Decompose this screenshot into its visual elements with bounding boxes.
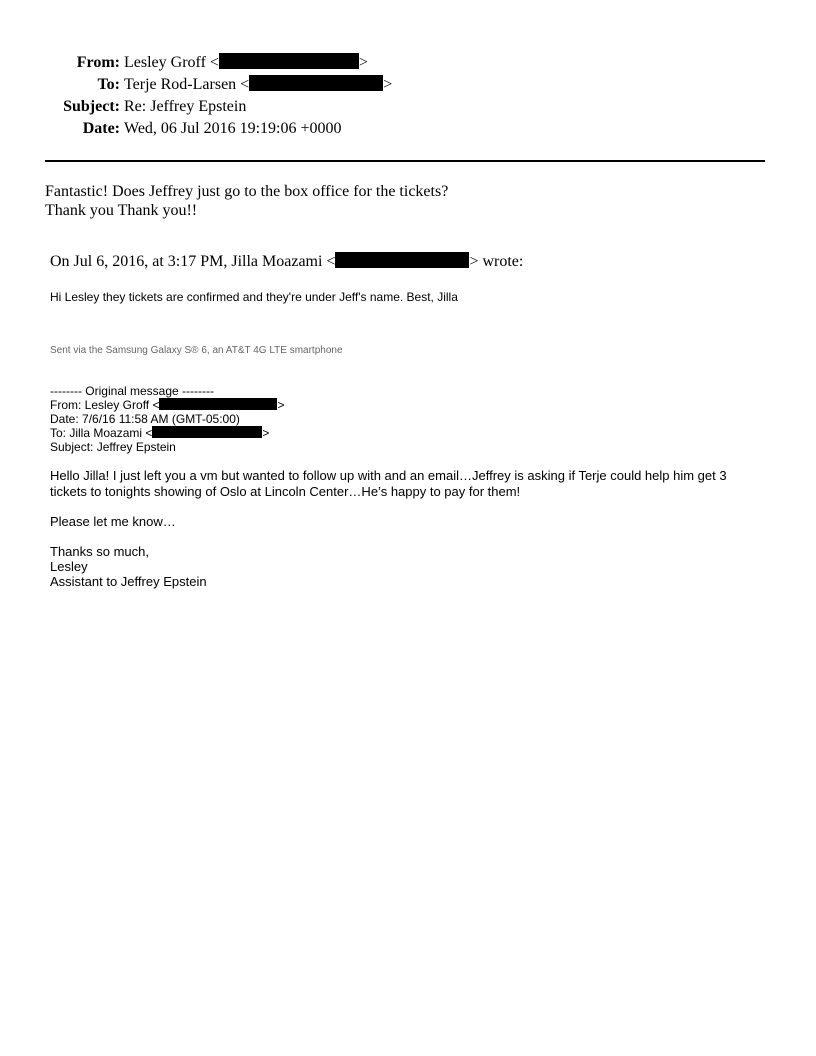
header-to-row bbox=[0, 74, 392, 96]
date-label: Date: bbox=[82, 120, 120, 137]
original-to-row bbox=[50, 426, 269, 440]
subject-value: Re: Jeffrey Epstein bbox=[124, 98, 247, 115]
original-signoff-name: Lesley bbox=[50, 559, 88, 574]
reply-line-2: Thank you Thank you!! bbox=[45, 202, 198, 219]
original-date: Date: 7/6/16 11:58 AM (GMT-05:00) bbox=[50, 412, 240, 426]
from-value: Lesley Groff < bbox=[124, 54, 219, 71]
original-subject: Subject: Jeffrey Epstein bbox=[50, 440, 176, 454]
redaction-block bbox=[152, 426, 262, 438]
from-close: > bbox=[358, 54, 368, 71]
original-to: To: Jilla Moazami < bbox=[50, 426, 153, 440]
original-divider: -------- Original message -------- bbox=[50, 384, 214, 398]
quoted-signature: Sent via the Samsung Galaxy S® 6, an AT&T 4G LTE smartphone bbox=[50, 345, 343, 356]
attribution-post: > wrote: bbox=[469, 253, 524, 270]
original-please: Please let me know… bbox=[50, 514, 176, 529]
original-from-close: > bbox=[277, 398, 285, 412]
original-body-line-2: tickets to tonights showing of Oslo at Lincoln Center…He’s happy to pay for them! bbox=[50, 484, 521, 499]
header-subject-row bbox=[0, 96, 246, 118]
original-to-close: > bbox=[262, 426, 270, 440]
from-label: From: bbox=[76, 54, 120, 71]
original-from: From: Lesley Groff < bbox=[50, 398, 160, 412]
to-value: Terje Rod-Larsen < bbox=[124, 76, 250, 93]
quote-attribution bbox=[50, 252, 523, 272]
date-value: Wed, 06 Jul 2016 19:19:06 +0000 bbox=[124, 120, 342, 137]
to-close: > bbox=[383, 76, 393, 93]
quoted-message: Hi Lesley they tickets are confirmed and they're under Jeff's name. Best, Jilla bbox=[50, 290, 458, 304]
redaction-block bbox=[159, 398, 277, 410]
header-divider bbox=[45, 160, 765, 162]
to-label: To: bbox=[97, 76, 120, 93]
reply-line-1: Fantastic! Does Jeffrey just go to the box office for the tickets? bbox=[45, 183, 449, 200]
redaction-block bbox=[335, 252, 469, 268]
original-body-line-1: Hello Jilla! I just left you a vm but wanted to follow up with and an email…Jeffrey is asking if Terje could help him get 3 bbox=[50, 468, 727, 483]
subject-label: Subject: bbox=[63, 98, 120, 115]
header-date-row bbox=[0, 118, 342, 140]
header-from-row bbox=[0, 52, 368, 74]
redaction-block bbox=[219, 53, 359, 69]
original-signoff-title: Assistant to Jeffrey Epstein bbox=[50, 574, 207, 589]
original-from-row bbox=[50, 398, 285, 412]
attribution-pre: On Jul 6, 2016, at 3:17 PM, Jilla Moazami < bbox=[50, 253, 336, 270]
original-thanks: Thanks so much, bbox=[50, 544, 149, 559]
redaction-block bbox=[249, 75, 383, 91]
